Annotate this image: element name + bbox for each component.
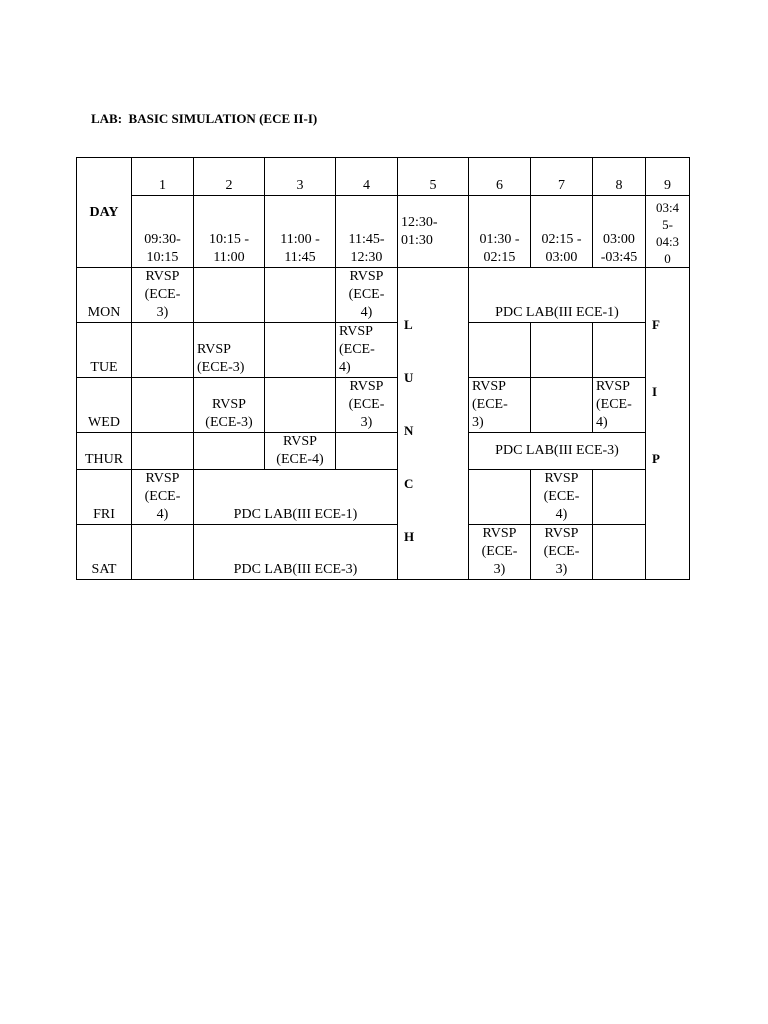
fip-letter: I [652,384,658,399]
period-time: 03:00 -03:45 [593,196,646,268]
empty-cell [194,268,265,323]
timetable-cell: PDC LAB(III ECE-3) [194,525,398,580]
empty-cell [265,378,336,433]
timetable-cell: PDC LAB(III ECE-3) [469,433,646,470]
timetable-cell: RVSP (ECE- 3) [469,378,531,433]
period-time: 02:15 - 03:00 [531,196,593,268]
day-label: WED [77,378,132,433]
lunch-letter: U [404,370,414,385]
empty-cell [593,470,646,525]
timetable-cell: RVSP (ECE- 4) [336,323,398,378]
period-time: 11:45- 12:30 [336,196,398,268]
empty-cell [132,433,194,470]
timetable-cell: RVSP (ECE- 4) [593,378,646,433]
empty-cell [593,323,646,378]
fip-letter: P [652,451,660,466]
period-number: 6 [469,158,531,196]
day-label: SAT [77,525,132,580]
empty-cell [132,323,194,378]
empty-cell [531,378,593,433]
day-label: THUR [77,433,132,470]
timetable-cell: RVSP (ECE- 3) [531,525,593,580]
page-title: LAB: BASIC SIMULATION (ECE II-I) [91,111,318,126]
lunch-letter: H [404,529,415,544]
period-time: 12:30- 01:30 [398,196,469,268]
timetable-cell: RVSP (ECE- 3) [132,268,194,323]
empty-cell [194,433,265,470]
timetable-cell: PDC LAB(III ECE-1) [469,268,646,323]
period-number: 3 [265,158,336,196]
period-time: 01:30 - 02:15 [469,196,531,268]
period-number: 5 [398,158,469,196]
period-number: 7 [531,158,593,196]
period-time: 03:4 5- 04:3 0 [646,196,690,268]
period-time: 10:15 - 11:00 [194,196,265,268]
fip-letter: F [652,317,660,332]
empty-cell [531,323,593,378]
period-number: 1 [132,158,194,196]
period-number: 2 [194,158,265,196]
empty-cell [265,268,336,323]
day-label: MON [77,268,132,323]
fip-column [646,268,690,580]
timetable-cell: RVSP (ECE-4) [265,433,336,470]
empty-cell [265,323,336,378]
timetable-cell: RVSP (ECE- 4) [132,470,194,525]
timetable-cell: RVSP (ECE- 3) [469,525,531,580]
empty-cell [132,525,194,580]
period-time: 09:30- 10:15 [132,196,194,268]
lunch-letter: N [404,423,414,438]
empty-cell [593,525,646,580]
timetable-cell: RVSP (ECE- 4) [531,470,593,525]
timetable-cell: RVSP (ECE-3) [194,378,265,433]
day-label: FRI [77,470,132,525]
lunch-letter: L [404,317,413,332]
empty-cell [469,470,531,525]
timetable-cell: PDC LAB(III ECE-1) [194,470,398,525]
empty-cell [469,323,531,378]
empty-cell [336,433,398,470]
timetable-cell: RVSP (ECE-3) [194,323,265,378]
period-time: 11:00 - 11:45 [265,196,336,268]
lunch-column [398,268,469,580]
empty-cell [132,378,194,433]
timetable-cell: RVSP (ECE- 4) [336,268,398,323]
lunch-letter: C [404,476,414,491]
period-number: 4 [336,158,398,196]
period-number: 8 [593,158,646,196]
period-number: 9 [646,158,690,196]
day-header: DAY [77,158,132,268]
timetable-cell: RVSP (ECE- 3) [336,378,398,433]
timetable [76,157,690,580]
day-label: TUE [77,323,132,378]
